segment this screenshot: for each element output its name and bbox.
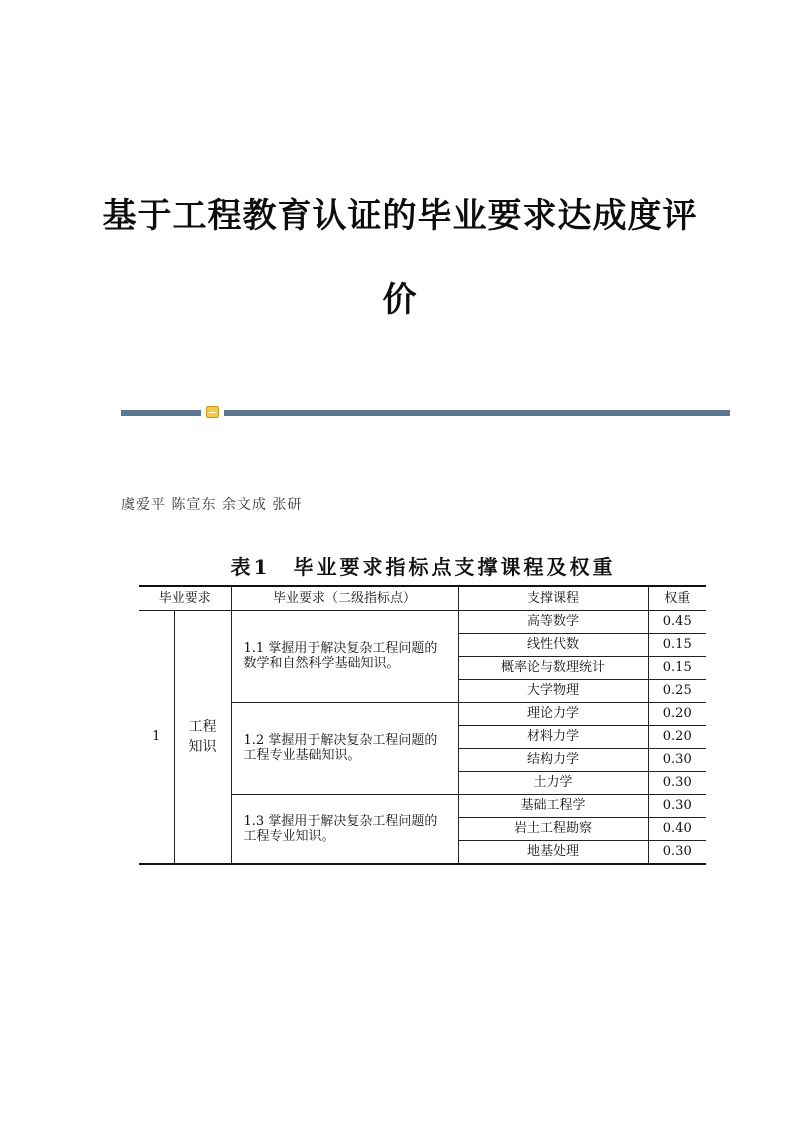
- course-name: 理论力学: [458, 702, 648, 725]
- document-title-line-2: 价: [382, 280, 418, 320]
- requirement-name: 工程 知识: [174, 610, 231, 864]
- course-weight: 0.30: [648, 748, 706, 771]
- table-caption: 表1 毕业要求指标点支撑课程及权重: [230, 555, 616, 579]
- course-weight: 0.25: [648, 679, 706, 702]
- course-name: 高等数学: [458, 610, 648, 633]
- title-divider-right: [224, 410, 730, 416]
- indicator-description: 1.1 掌握用于解决复杂工程问题的数学和自然科学基础知识。: [231, 610, 458, 702]
- course-weight: 0.45: [648, 610, 706, 633]
- header-weight: 权重: [648, 586, 706, 610]
- course-name: 土力学: [458, 771, 648, 794]
- course-weight: 0.15: [648, 633, 706, 656]
- course-weight: 0.30: [648, 794, 706, 817]
- requirement-number: 1: [139, 610, 174, 864]
- course-weight: 0.40: [648, 817, 706, 840]
- header-course: 支撑课程: [458, 586, 648, 610]
- course-name: 大学物理: [458, 679, 648, 702]
- course-weight: 0.20: [648, 725, 706, 748]
- course-weight: 0.15: [648, 656, 706, 679]
- course-weight: 0.30: [648, 840, 706, 864]
- requirements-table: [139, 585, 706, 865]
- course-name: 地基处理: [458, 840, 648, 864]
- title-divider-left: [121, 410, 201, 416]
- course-name: 线性代数: [458, 633, 648, 656]
- course-name: 概率论与数理统计: [458, 656, 648, 679]
- indicator-description: 1.3 掌握用于解决复杂工程问题的工程专业知识。: [231, 794, 458, 864]
- author-list: 虞爱平 陈宣东 余文成 张研: [121, 497, 303, 513]
- course-weight: 0.20: [648, 702, 706, 725]
- course-weight: 0.30: [648, 771, 706, 794]
- document-title-line-1: 基于工程教育认证的毕业要求达成度评: [102, 196, 698, 236]
- course-name: 材料力学: [458, 725, 648, 748]
- header-requirement: 毕业要求: [139, 586, 231, 610]
- document-icon: [206, 406, 219, 418]
- course-name: 岩土工程勘察: [458, 817, 648, 840]
- course-name: 结构力学: [458, 748, 648, 771]
- table-row: [139, 610, 706, 633]
- header-indicator: 毕业要求（二级指标点）: [231, 586, 458, 610]
- table-header-row: [139, 586, 706, 610]
- table-body: [139, 610, 706, 864]
- course-name: 基础工程学: [458, 794, 648, 817]
- indicator-description: 1.2 掌握用于解决复杂工程问题的工程专业基础知识。: [231, 702, 458, 794]
